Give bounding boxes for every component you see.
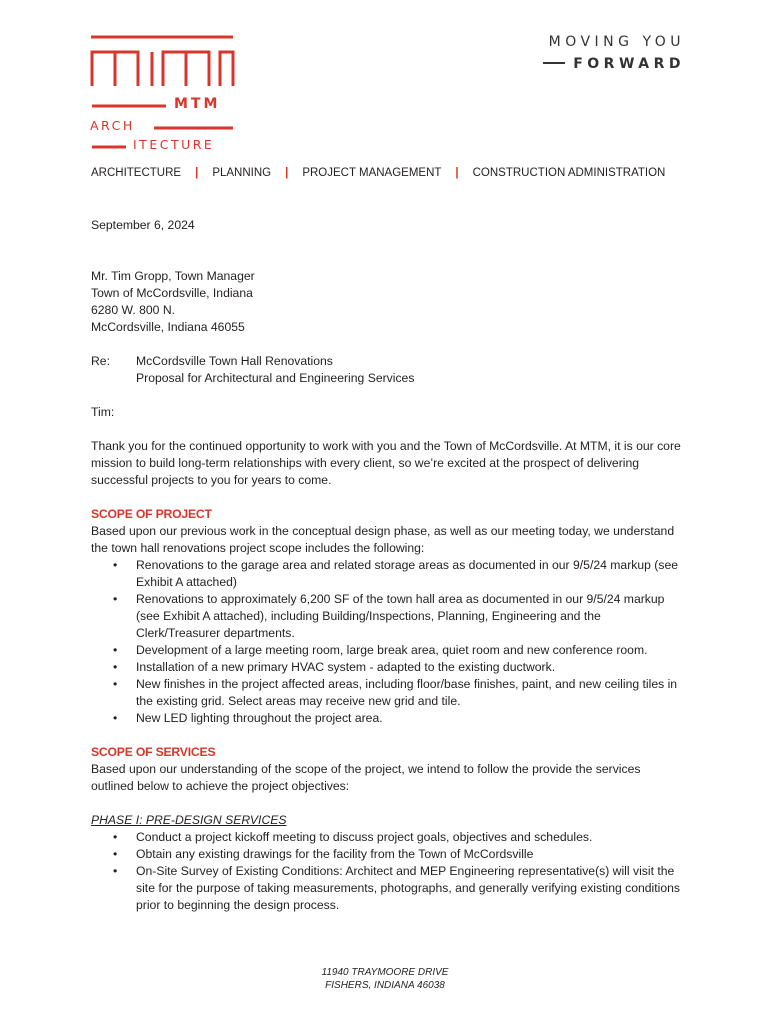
nav-item-planning: PLANNING	[212, 167, 272, 179]
services-nav	[91, 167, 665, 179]
address-line: McCordsville, Indiana 46055	[91, 320, 245, 334]
re-label: Re:	[91, 354, 110, 368]
scope-of-services-text: Based upon our understanding of the scope of the project, we intend to follow the provide the services outlined below to achieve the project objectives:	[91, 762, 641, 793]
nav-item-construction-administration: CONSTRUCTION ADMINISTRATION	[472, 167, 666, 179]
tagline-line-2-text: FORWARD	[573, 56, 685, 72]
scope-of-project-text: Based upon our previous work in the conceptual design phase, as well as our meeting today, we understand the town hall renovations project scope includes the following:	[91, 524, 675, 555]
address-line: Town of McCordsville, Indiana	[91, 286, 253, 300]
phase-1-list	[91, 829, 681, 914]
tagline	[543, 34, 685, 76]
nav-separator: |	[285, 167, 289, 179]
scope-of-project-heading: SCOPE OF PROJECT	[91, 507, 212, 521]
nav-separator: |	[195, 167, 199, 179]
nav-item-architecture: ARCHITECTURE	[91, 167, 182, 179]
recipient-address	[91, 268, 681, 336]
list-item: • New finishes in the project affected areas, including floor/base finishes, paint, and new ceiling tiles in the existing grid. Select areas may receive new grid and tile.	[91, 676, 681, 710]
salutation: Tim:	[91, 405, 115, 419]
subject-line-2: Proposal for Architectural and Engineering Services	[136, 371, 415, 385]
logo-itecture-text: ITECTURE	[133, 137, 215, 152]
subject-line-1: McCordsville Town Hall Renovations	[136, 354, 333, 368]
list-item: • Development of a large meeting room, large break area, quiet room and new conference room.	[91, 642, 681, 659]
letter-date: September 6, 2024	[91, 218, 195, 232]
phase-1-title: PHASE I: PRE-DESIGN SERVICES	[91, 813, 287, 827]
tagline-line-1: MOVING YOU	[548, 34, 685, 50]
address-line: 6280 W. 800 N.	[91, 303, 176, 317]
scope-of-project-list	[91, 557, 681, 727]
nav-item-project-management: PROJECT MANAGEMENT	[302, 167, 442, 179]
list-item: • Obtain any existing drawings for the facility from the Town of McCordsville	[91, 846, 681, 863]
intro-paragraph: Thank you for the continued opportunity to work with you and the Town of McCordsville. At MTM, it is our core mission to build long-term relationships with every client, so we’re excited at the prospect of delivering successful projects to you for years to come.	[91, 439, 681, 487]
list-item: • Conduct a project kickoff meeting to discuss project goals, objectives and schedules.	[91, 829, 681, 846]
mtm-logo	[88, 34, 238, 156]
list-item: • Installation of a new primary HVAC system - adapted to the existing ductwork.	[91, 659, 681, 676]
logo-mtm-text: MTM	[174, 96, 221, 112]
footer-line-1: 11940 TRAYMOORE DRIVE	[321, 967, 449, 978]
footer-address	[0, 966, 770, 992]
logo-arch-text: ARCH	[90, 118, 135, 133]
letter-body	[91, 217, 681, 914]
address-line: Mr. Tim Gropp, Town Manager	[91, 269, 255, 283]
tagline-line-2	[543, 56, 685, 76]
list-item: • New LED lighting throughout the project area.	[91, 710, 681, 727]
scope-of-services-heading: SCOPE OF SERVICES	[91, 745, 216, 759]
list-item: • Renovations to approximately 6,200 SF of the town hall area as documented in our 9/5/24 markup (see Exhibit A attached), including Building/Inspections, Planning, Engineering and the Clerk/Treasurer departments.	[91, 591, 681, 642]
footer-line-2: FISHERS, INDIANA 46038	[325, 980, 445, 991]
list-item: • On-Site Survey of Existing Conditions: Architect and MEP Engineering representative(s) will visit the site for the purpose of taking measurements, photographs, and generally verifying existing conditions prior to beginning the design process.	[91, 863, 681, 914]
list-item: • Renovations to the garage area and related storage areas as documented in our 9/5/24 markup (see Exhibit A attached)	[91, 557, 681, 591]
subject-line	[91, 353, 681, 387]
tagline-dash-icon	[543, 62, 565, 64]
nav-separator: |	[455, 167, 459, 179]
